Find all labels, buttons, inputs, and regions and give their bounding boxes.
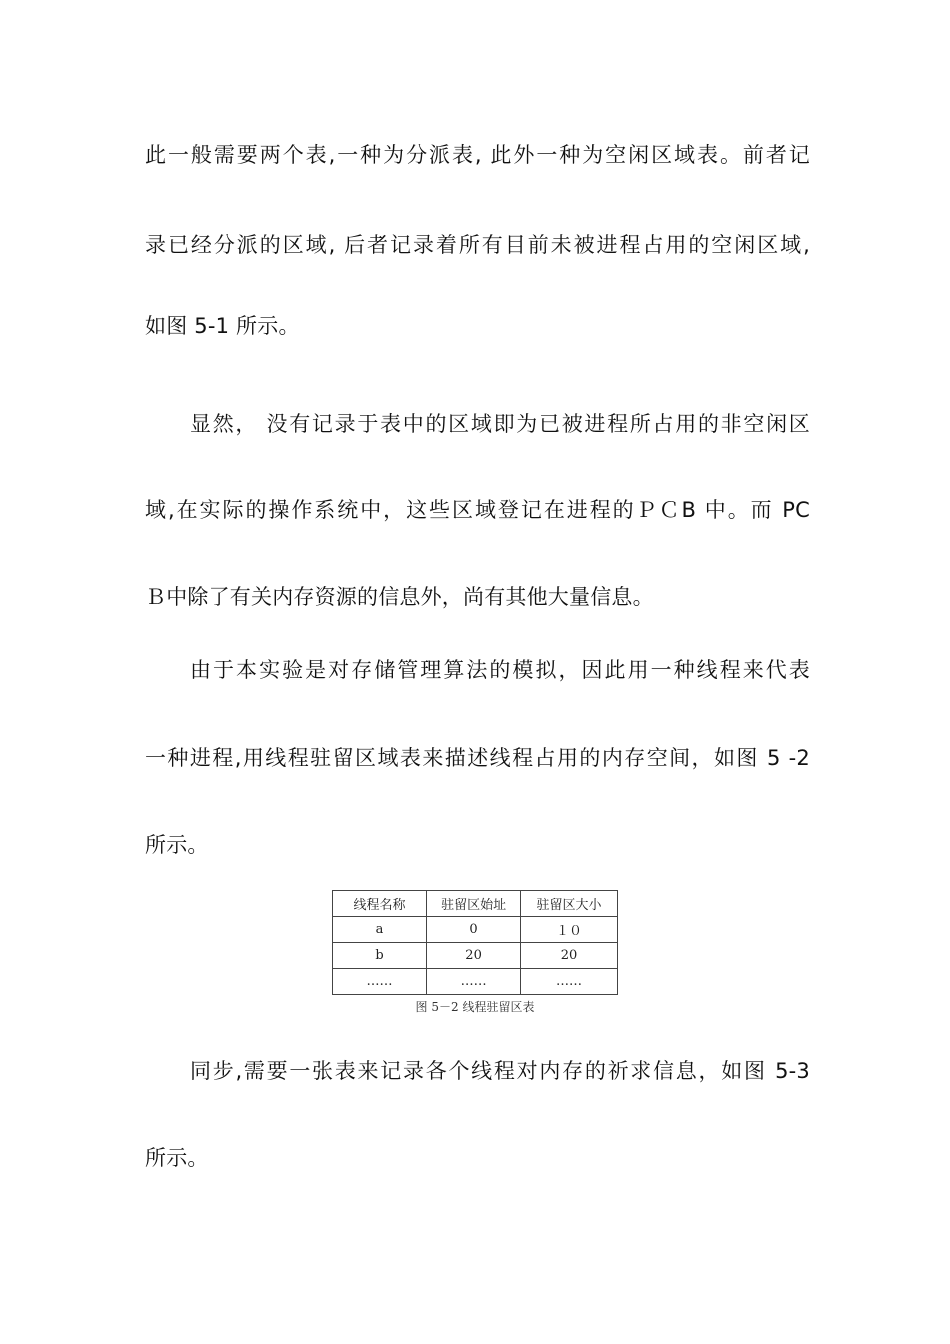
paragraph-line: 此一般需要两个表,一种为分派表, 此外一种为空闲区域表。前者记 xyxy=(145,143,810,167)
table-row xyxy=(333,943,618,969)
table-header-cell: 驻留区大小 xyxy=(521,891,618,917)
table-header-cell: 线程名称 xyxy=(333,891,427,917)
paragraph-line: 如图 5-1 所示。 xyxy=(145,314,300,338)
paragraph-line: 显然， 没有记录于表中的区域即为已被进程所占用的非空闲区 xyxy=(190,412,810,436)
table-header-cell: 驻留区始址 xyxy=(427,891,521,917)
paragraph-line: Ｂ中除了有关内存资源的信息外，尚有其他大量信息。 xyxy=(145,585,654,609)
paragraph-line: 所示。 xyxy=(145,833,209,857)
paragraph-line: 所示。 xyxy=(145,1146,209,1170)
table-cell: 0 xyxy=(427,917,521,943)
table-row xyxy=(333,917,618,943)
table-caption: 图 5－2 线程驻留区表 xyxy=(415,1000,535,1014)
table-cell: １０ xyxy=(521,917,618,943)
table-cell: …… xyxy=(427,969,521,995)
table-cell: 20 xyxy=(521,943,618,969)
paragraph-line: 录已经分派的区域, 后者记录着所有目前未被进程占用的空闲区域, xyxy=(145,233,810,257)
thread-resident-table xyxy=(332,890,618,995)
table-cell: …… xyxy=(521,969,618,995)
table-cell: a xyxy=(333,917,427,943)
table-cell: …… xyxy=(333,969,427,995)
paragraph-line: 由于本实验是对存储管理算法的模拟，因此用一种线程来代表 xyxy=(190,658,810,682)
table-cell: 20 xyxy=(427,943,521,969)
paragraph-line: 同步,需要一张表来记录各个线程对内存的祈求信息，如图 5-3 xyxy=(190,1059,810,1083)
paragraph-line: 域,在实际的操作系统中，这些区域登记在进程的ＰＣB 中。而 PC xyxy=(145,498,810,522)
table-header-row xyxy=(333,891,618,917)
paragraph-line: 一种进程,用线程驻留区域表来描述线程占用的内存空间，如图 5 -2 xyxy=(145,746,810,770)
table-cell: b xyxy=(333,943,427,969)
table-row xyxy=(333,969,618,995)
